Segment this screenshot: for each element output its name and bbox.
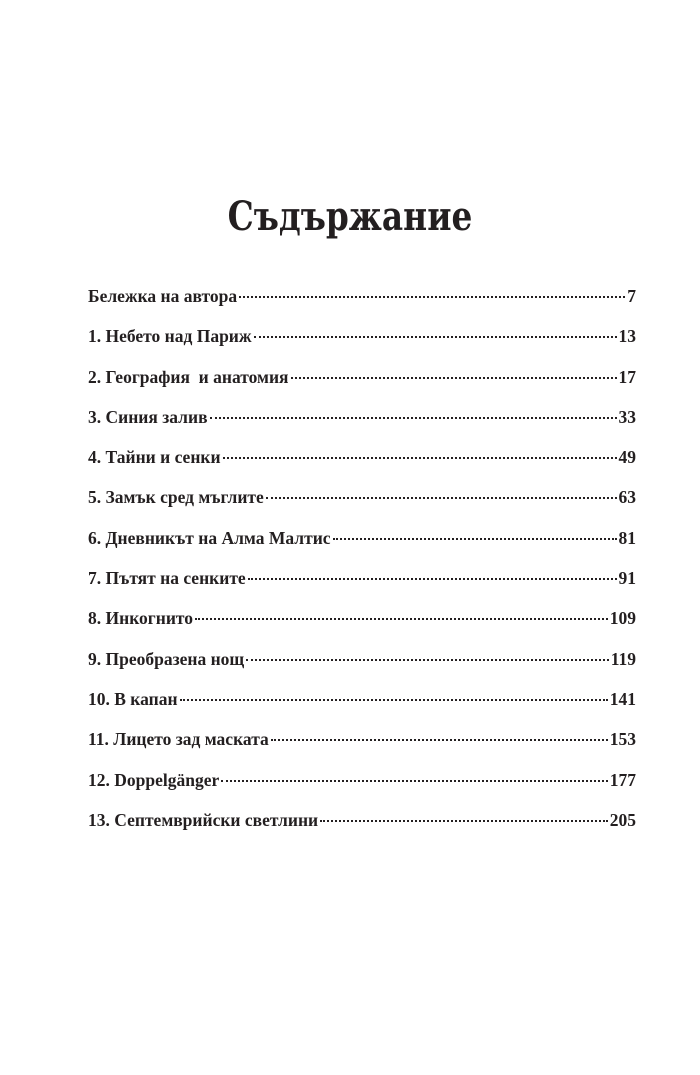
toc-entry-label: Бележка на автора (88, 286, 238, 306)
toc-entry (88, 808, 636, 848)
toc-entry-label: 6. Дневникът на Алма Малтис (88, 527, 331, 548)
toc-page-number: 49 (618, 447, 636, 468)
toc-entry (88, 284, 636, 324)
dot-leader (271, 739, 608, 741)
toc-entry (88, 445, 636, 485)
toc-entry-label: 12. Doppelgänger (88, 769, 220, 790)
toc-entry (88, 727, 636, 767)
toc-entry-label: 5. Замък сред мъглите (88, 487, 264, 508)
toc-entry-label: 7. Пътят на сенките (88, 568, 246, 589)
toc-page-number: 109 (609, 608, 636, 629)
toc-entry-label: 11. Лицето зад маската (88, 729, 269, 750)
toc-entry-label: 10. В капан (88, 688, 178, 709)
toc-entry-label: 9. Преобразена нощ (88, 648, 245, 669)
toc-entry-label: 4. Тайни и сенки (88, 447, 221, 468)
toc-page-number: 7 (627, 286, 636, 306)
toc-entry (88, 768, 636, 808)
toc-entry-label: 1. Небето над Париж (88, 326, 252, 347)
toc-page-number: 91 (618, 568, 636, 589)
dot-leader (221, 780, 608, 782)
toc-entry (88, 324, 636, 364)
toc-entry (88, 526, 636, 566)
table-of-contents (88, 284, 636, 848)
toc-page-number: 153 (609, 729, 636, 750)
toc-entry-label: 2. География и анатомия (88, 366, 289, 387)
toc-page-number: 119 (610, 648, 636, 669)
toc-entry-label: 3. Синия залив (88, 406, 208, 427)
toc-entry-label: 13. Септемврийски светлини (88, 809, 319, 830)
page-title: Съдържание (227, 192, 473, 240)
dot-leader (180, 699, 608, 701)
toc-page-number: 63 (618, 487, 636, 508)
toc-entry (88, 566, 636, 606)
toc-page-number: 81 (618, 527, 636, 548)
toc-page-number: 17 (618, 366, 636, 387)
toc-page-number: 141 (609, 688, 636, 709)
toc-entry (88, 485, 636, 525)
dot-leader (248, 578, 617, 580)
dot-leader (239, 296, 625, 298)
toc-entry-label: 8. Инкогнито (88, 608, 194, 629)
toc-entry (88, 405, 636, 445)
toc-entry (88, 647, 636, 687)
toc-entry (88, 687, 636, 727)
toc-page-number: 177 (609, 769, 636, 790)
toc-page-number: 13 (618, 326, 636, 347)
dot-leader (320, 820, 608, 822)
dot-leader (210, 417, 617, 419)
dot-leader (254, 336, 617, 338)
toc-entry (88, 606, 636, 646)
dot-leader (333, 538, 617, 540)
dot-leader (246, 659, 608, 661)
dot-leader (291, 377, 617, 379)
toc-page-number: 205 (609, 809, 636, 830)
dot-leader (223, 457, 617, 459)
dot-leader (195, 618, 608, 620)
toc-page-number: 33 (618, 406, 636, 427)
dot-leader (266, 497, 617, 499)
toc-entry (88, 365, 636, 405)
